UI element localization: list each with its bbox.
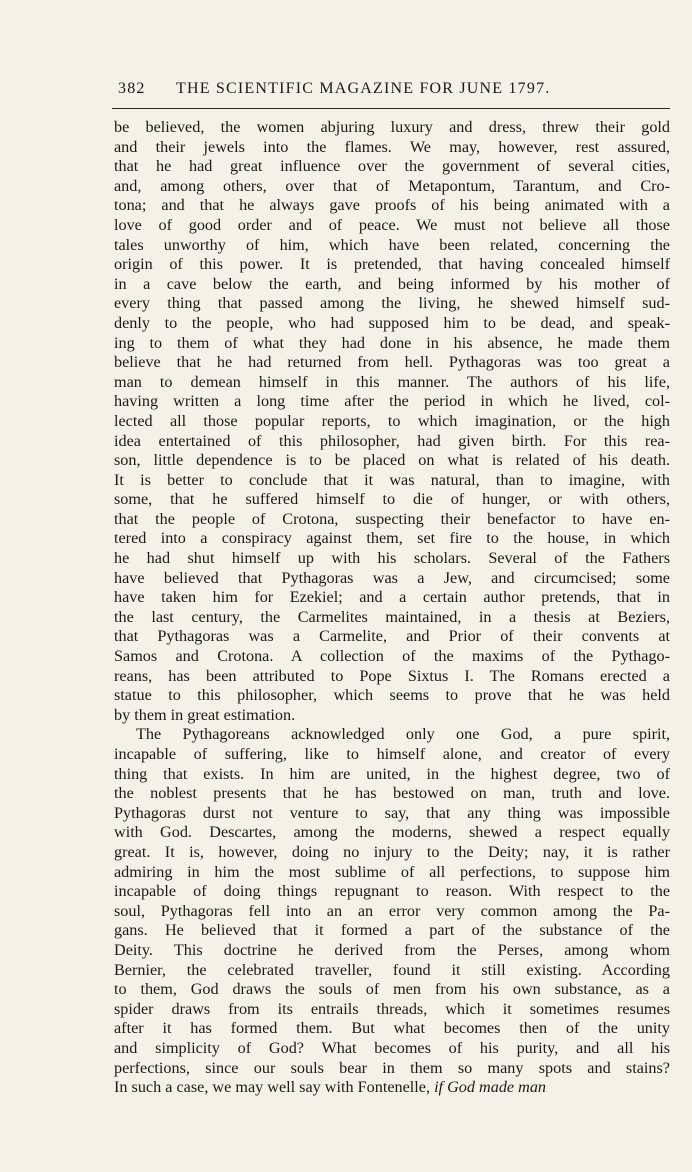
page-number: 382 <box>118 80 146 97</box>
text-line: and their jewels into the flames. We may, however, rest assured, <box>114 137 670 156</box>
text-line: believe that he had returned from hell. Pythagoras was too great a <box>114 353 670 372</box>
text-line: tered into a conspiracy against them, set fire to the house, in which <box>114 529 670 548</box>
text-line: that Pythagoras was a Carmelite, and Prior of their convents at <box>114 627 670 646</box>
text-line: son, little dependence is to be placed on what is related of his death. <box>114 451 670 470</box>
text-line: tales unworthy of him, which have been related, concerning the <box>114 235 670 254</box>
text-line: great. It is, however, doing no injury to the Deity; nay, it is rather <box>114 842 670 861</box>
text-line: man to demean himself in this manner. The authors of his life, <box>114 372 670 391</box>
text-line: the noblest presents that he has bestowed on man, truth and love. <box>114 784 670 803</box>
text-line: Pythagoras durst not venture to say, that any thing was impossible <box>114 803 670 822</box>
text-line: he had shut himself up with his scholars. Several of the Fathers <box>114 549 670 568</box>
text-line: statue to this philosopher, which seems to prove that he was held <box>114 686 670 705</box>
text-line: to them, God draws the souls of men from his own substance, as a <box>114 980 670 999</box>
text-line: ing to them of what they had done in his absence, he made them <box>114 333 670 352</box>
text-line: admiring in him the most sublime of all perfections, to suppose him <box>114 862 670 881</box>
text-line: lected all those popular reports, to which imagination, or the high <box>114 411 670 430</box>
text-line: after it has formed them. But what becomes then of the unity <box>114 1019 670 1038</box>
text-line: have taken him for Ezekiel; and a certain author pretends, that in <box>114 588 670 607</box>
text-line: thing that exists. In him are united, in the highest degree, two of <box>114 764 670 783</box>
final-line-italic: if God made man <box>434 1078 547 1097</box>
text-line: Samos and Crotona. A collection of the maxims of the Pythago- <box>114 647 670 666</box>
text-line: Bernier, the celebrated traveller, found it still existing. According <box>114 960 670 979</box>
text-line: with God. Descartes, among the moderns, shewed a respect equally <box>114 823 670 842</box>
text-line: and, among others, over that of Metapontum, Tarantum, and Cro- <box>114 176 670 195</box>
text-line: be believed, the women abjuring luxury and dress, threw their gold <box>114 118 670 136</box>
text-line: idea entertained of this philosopher, had given birth. For this rea- <box>114 431 670 450</box>
text-line: reans, has been attributed to Pope Sixtus I. The Romans erected a <box>114 666 670 685</box>
text-line: the last century, the Carmelites maintained, in a thesis at Beziers, <box>114 607 670 626</box>
text-line: denly to the people, who had supposed him to be dead, and speak- <box>114 313 670 332</box>
paragraph-1 <box>114 118 670 725</box>
header-rule <box>112 108 670 109</box>
text-line: The Pythagoreans acknowledged only one God, a pure spirit, <box>136 725 670 744</box>
text-line: It is better to conclude that it was natural, than to imagine, with <box>114 470 670 489</box>
text-line: in a cave below the earth, and being informed by his mother of <box>114 274 670 293</box>
text-line: soul, Pythagoras fell into an an error very common among the Pa- <box>114 901 670 920</box>
paragraph-2 <box>114 725 670 1097</box>
text-line: having written a long time after the period in which he lived, col- <box>114 392 670 411</box>
text-line: perfections, since our souls bear in them so many spots and stains? <box>114 1058 670 1077</box>
text-line: some, that he suffered himself to die of hunger, or with others, <box>114 490 670 509</box>
text-line: that he had great influence over the government of several cities, <box>114 157 670 176</box>
text-line: incapable of suffering, like to himself alone, and creator of every <box>114 745 670 763</box>
text-line: by them in great estimation. <box>114 705 296 724</box>
text-line: gans. He believed that it formed a part of the substance of the <box>114 921 670 940</box>
text-line: origin of this power. It is pretended, that having concealed himself <box>114 255 670 274</box>
text-line: tona; and that he always gave proofs of his being animated with a <box>114 196 670 215</box>
running-head <box>118 80 678 104</box>
text-line-final <box>114 1078 670 1098</box>
text-line: and simplicity of God? What becomes of his purity, and all his <box>114 1038 670 1057</box>
text-line: Deity. This doctrine he derived from the Perses, among whom <box>114 940 670 959</box>
text-line: spider draws from its entrails threads, which it sometimes resumes <box>114 999 670 1018</box>
running-title: THE SCIENTIFIC MAGAZINE FOR JUNE 1797. <box>176 80 551 97</box>
text-line: love of good order and of peace. We must not believe all those <box>114 215 670 234</box>
text-line: have believed that Pythagoras was a Jew, and circumcised; some <box>114 568 670 587</box>
text-line: every thing that passed among the living, he shewed himself sud- <box>114 294 670 313</box>
final-line-text: In such a case, we may well say with Fontenelle, <box>114 1078 435 1097</box>
text-line: incapable of doing things repugnant to reason. With respect to the <box>114 882 670 901</box>
text-line: that the people of Crotona, suspecting their benefactor to have en- <box>114 509 670 528</box>
article-body <box>114 118 670 1098</box>
